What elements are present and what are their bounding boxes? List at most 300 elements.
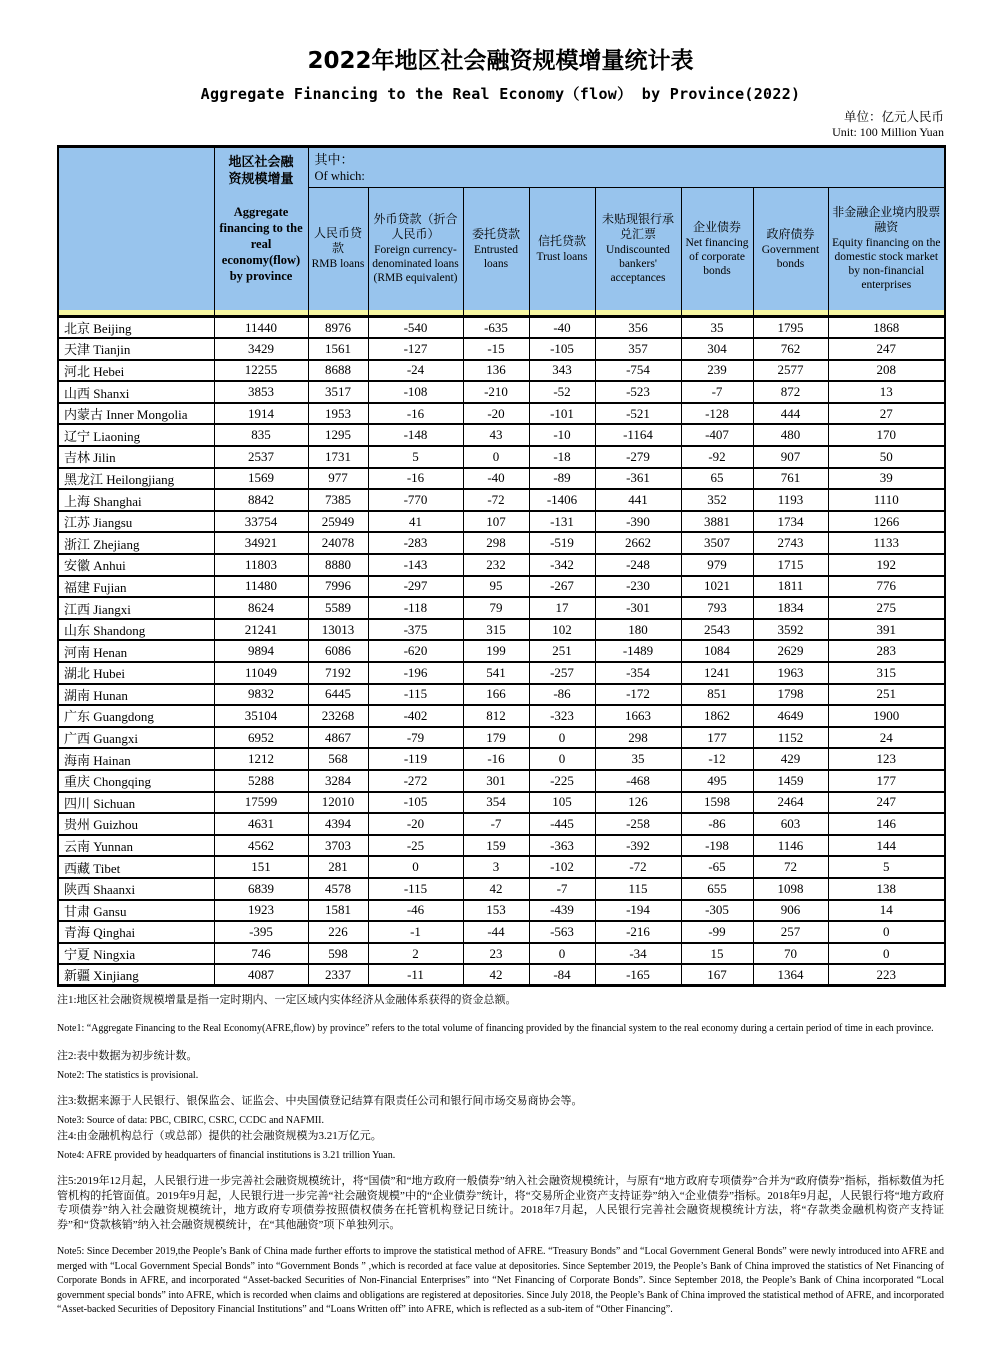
- page-title: 2022年地区社会融资规模增量统计表: [307, 48, 694, 74]
- province-cell: 海南 Hainan: [58, 748, 214, 770]
- value-cell: 298: [463, 532, 529, 554]
- column-header-cn: 非金融企业境内股票融资: [832, 205, 941, 235]
- value-cell: 1834: [753, 597, 828, 619]
- value-cell: -11: [368, 964, 463, 986]
- province-cell: 陕西 Shaanxi: [58, 878, 214, 900]
- value-cell: -46: [368, 900, 463, 922]
- note-line: Note3: Source of data: PBC, CBIRC, CSRC, CCDC and NAFMII.: [57, 1115, 324, 1127]
- value-cell: 655: [681, 878, 753, 900]
- province-cell: 上海 Shanghai: [58, 489, 214, 511]
- province-cell: 西藏 Tibet: [58, 856, 214, 878]
- value-cell: -1406: [529, 489, 595, 511]
- value-cell: 275: [828, 597, 945, 619]
- value-cell: 3853: [214, 381, 308, 403]
- value-cell: 4649: [753, 705, 828, 727]
- province-cell: 山西 Shanxi: [58, 381, 214, 403]
- value-cell: -1: [368, 921, 463, 943]
- value-cell: 65: [681, 468, 753, 490]
- value-cell: -72: [595, 856, 681, 878]
- value-cell: 115: [595, 878, 681, 900]
- value-cell: -115: [368, 878, 463, 900]
- value-cell: 247: [828, 792, 945, 814]
- value-cell: 42: [463, 878, 529, 900]
- value-cell: 1581: [308, 900, 368, 922]
- value-cell: 232: [463, 554, 529, 576]
- value-cell: 251: [529, 640, 595, 662]
- value-cell: -305: [681, 900, 753, 922]
- value-cell: 105: [529, 792, 595, 814]
- value-cell: 170: [828, 424, 945, 446]
- value-cell: 3284: [308, 770, 368, 792]
- value-cell: -24: [368, 360, 463, 382]
- note-line: Note1: “Aggregate Financing to the Real Economy(AFRE,flow) by province” refers to the total volume of financing provided by the financial system to the real economy during a certain period of time in each province.: [57, 1023, 934, 1035]
- value-cell: -15: [463, 338, 529, 360]
- value-cell: -7: [529, 878, 595, 900]
- value-cell: 33754: [214, 511, 308, 533]
- value-cell: 1900: [828, 705, 945, 727]
- value-cell: 4578: [308, 878, 368, 900]
- column-header-1: [368, 188, 463, 310]
- value-cell: 8880: [308, 554, 368, 576]
- value-cell: 851: [681, 684, 753, 706]
- province-cell: 宁夏 Ningxia: [58, 943, 214, 965]
- value-cell: 2543: [681, 619, 753, 641]
- value-cell: -18: [529, 446, 595, 468]
- value-cell: 247: [828, 338, 945, 360]
- value-cell: -101: [529, 403, 595, 425]
- value-cell: 315: [828, 662, 945, 684]
- value-cell: 4631: [214, 813, 308, 835]
- province-cell: 北京 Beijing: [58, 317, 214, 339]
- value-cell: 1798: [753, 684, 828, 706]
- value-cell: 5288: [214, 770, 308, 792]
- value-cell: 35104: [214, 705, 308, 727]
- province-cell: 青海 Qinghai: [58, 921, 214, 943]
- value-cell: -323: [529, 705, 595, 727]
- table-row: [58, 792, 945, 814]
- note-line: 注1:地区社会融资规模增量是指一定时期内、一定区域内实体经济从金融体系获得的资金总额。: [57, 994, 517, 1007]
- value-cell: 8842: [214, 489, 308, 511]
- value-cell: 34921: [214, 532, 308, 554]
- value-cell: 6839: [214, 878, 308, 900]
- value-cell: 6445: [308, 684, 368, 706]
- value-cell: 7192: [308, 662, 368, 684]
- value-cell: 179: [463, 727, 529, 749]
- value-cell: 6086: [308, 640, 368, 662]
- value-cell: 144: [828, 835, 945, 857]
- value-cell: 167: [681, 964, 753, 986]
- value-cell: 0: [529, 748, 595, 770]
- value-cell: 835: [214, 424, 308, 446]
- value-cell: 11803: [214, 554, 308, 576]
- value-cell: 283: [828, 640, 945, 662]
- value-cell: 180: [595, 619, 681, 641]
- column-header-3: [529, 188, 595, 310]
- province-cell: 辽宁 Liaoning: [58, 424, 214, 446]
- value-cell: -7: [463, 813, 529, 835]
- value-cell: -230: [595, 576, 681, 598]
- value-cell: 6952: [214, 727, 308, 749]
- column-header-4: [595, 188, 681, 310]
- value-cell: -86: [681, 813, 753, 835]
- notes-section: [57, 994, 944, 1318]
- column-header-cn: 人民币贷款: [313, 226, 362, 256]
- value-cell: -395: [214, 921, 308, 943]
- afre-header-cn: 地区社会融资规模增量: [228, 154, 294, 186]
- column-header-7: [828, 188, 945, 310]
- value-cell: 1569: [214, 468, 308, 490]
- column-header-en: RMB loans: [311, 258, 365, 271]
- province-cell: 四川 Sichuan: [58, 792, 214, 814]
- value-cell: 4087: [214, 964, 308, 986]
- page-subtitle: Aggregate Financing to the Real Economy（flow） by Province(2022): [200, 85, 801, 103]
- value-cell: 9832: [214, 684, 308, 706]
- value-cell: 1212: [214, 748, 308, 770]
- value-cell: 3881: [681, 511, 753, 533]
- value-cell: 1110: [828, 489, 945, 511]
- value-cell: 356: [595, 317, 681, 339]
- province-cell: 贵州 Guizhou: [58, 813, 214, 835]
- header-row-top: [58, 147, 945, 188]
- of-which-cell: [308, 147, 945, 188]
- value-cell: 159: [463, 835, 529, 857]
- value-cell: -620: [368, 640, 463, 662]
- value-cell: 199: [463, 640, 529, 662]
- province-cell: 湖北 Hubei: [58, 662, 214, 684]
- table-row: [58, 317, 945, 339]
- value-cell: 251: [828, 684, 945, 706]
- value-cell: -20: [368, 813, 463, 835]
- value-cell: -92: [681, 446, 753, 468]
- value-cell: -105: [368, 792, 463, 814]
- value-cell: 793: [681, 597, 753, 619]
- value-cell: 12255: [214, 360, 308, 382]
- table-row: [58, 554, 945, 576]
- value-cell: -118: [368, 597, 463, 619]
- column-header-en: Equity financing on the domestic stock market by non-financial enterprises: [832, 237, 941, 292]
- value-cell: 1734: [753, 511, 828, 533]
- value-cell: -34: [595, 943, 681, 965]
- value-cell: 50: [828, 446, 945, 468]
- value-cell: -65: [681, 856, 753, 878]
- value-cell: 7996: [308, 576, 368, 598]
- value-cell: 166: [463, 684, 529, 706]
- value-cell: 3517: [308, 381, 368, 403]
- table-row: [58, 856, 945, 878]
- value-cell: 17599: [214, 792, 308, 814]
- value-cell: 4562: [214, 835, 308, 857]
- column-header-en: Trust loans: [536, 250, 588, 263]
- province-cell: 河南 Henan: [58, 640, 214, 662]
- value-cell: 123: [828, 748, 945, 770]
- value-cell: 2537: [214, 446, 308, 468]
- value-cell: 223: [828, 964, 945, 986]
- value-cell: -127: [368, 338, 463, 360]
- value-cell: 1914: [214, 403, 308, 425]
- value-cell: -99: [681, 921, 753, 943]
- value-cell: -248: [595, 554, 681, 576]
- value-cell: 480: [753, 424, 828, 446]
- province-cell: 吉林 Jilin: [58, 446, 214, 468]
- value-cell: 11049: [214, 662, 308, 684]
- value-cell: 107: [463, 511, 529, 533]
- value-cell: 3429: [214, 338, 308, 360]
- value-cell: 177: [681, 727, 753, 749]
- value-cell: -540: [368, 317, 463, 339]
- value-cell: 1266: [828, 511, 945, 533]
- province-cell: 新疆 Xinjiang: [58, 964, 214, 986]
- value-cell: 603: [753, 813, 828, 835]
- table-row: [58, 511, 945, 533]
- value-cell: 1152: [753, 727, 828, 749]
- table-row: [58, 878, 945, 900]
- value-cell: -40: [463, 468, 529, 490]
- band-cell: [753, 310, 828, 317]
- value-cell: 1084: [681, 640, 753, 662]
- note-line: Note2: The statistics is provisional.: [57, 1070, 199, 1082]
- value-cell: 301: [463, 770, 529, 792]
- table-row: [58, 748, 945, 770]
- value-cell: 0: [463, 446, 529, 468]
- value-cell: 151: [214, 856, 308, 878]
- value-cell: -521: [595, 403, 681, 425]
- value-cell: 21241: [214, 619, 308, 641]
- separator-band-row: [58, 310, 945, 317]
- value-cell: 444: [753, 403, 828, 425]
- value-cell: 39: [828, 468, 945, 490]
- value-cell: 1459: [753, 770, 828, 792]
- value-cell: 1364: [753, 964, 828, 986]
- table-row: [58, 900, 945, 922]
- table-row: [58, 619, 945, 641]
- value-cell: 23268: [308, 705, 368, 727]
- value-cell: -172: [595, 684, 681, 706]
- value-cell: 17: [529, 597, 595, 619]
- table-row: [58, 446, 945, 468]
- column-header-cn: 信托贷款: [537, 233, 586, 248]
- value-cell: 1133: [828, 532, 945, 554]
- value-cell: 95: [463, 576, 529, 598]
- value-cell: -392: [595, 835, 681, 857]
- note-line: Note4: AFRE provided by headquarters of financial institutions is 3.21 trillion Yuan.: [57, 1150, 396, 1162]
- table-row: [58, 921, 945, 943]
- afre-column-header: [214, 147, 308, 310]
- value-cell: -198: [681, 835, 753, 857]
- value-cell: 776: [828, 576, 945, 598]
- value-cell: -210: [463, 381, 529, 403]
- value-cell: 102: [529, 619, 595, 641]
- value-cell: -468: [595, 770, 681, 792]
- value-cell: 1561: [308, 338, 368, 360]
- value-cell: -194: [595, 900, 681, 922]
- value-cell: 2464: [753, 792, 828, 814]
- value-cell: 239: [681, 360, 753, 382]
- band-cell: [368, 310, 463, 317]
- value-cell: 281: [308, 856, 368, 878]
- value-cell: -44: [463, 921, 529, 943]
- value-cell: -342: [529, 554, 595, 576]
- value-cell: 2577: [753, 360, 828, 382]
- unit-label-en: Unit: 100 Million Yuan: [832, 125, 944, 139]
- value-cell: 226: [308, 921, 368, 943]
- value-cell: 35: [681, 317, 753, 339]
- value-cell: 70: [753, 943, 828, 965]
- column-header-en: Entrusted loans: [473, 243, 519, 270]
- value-cell: 441: [595, 489, 681, 511]
- value-cell: 12010: [308, 792, 368, 814]
- table-row: [58, 468, 945, 490]
- corner-cell: [58, 147, 214, 310]
- value-cell: -16: [463, 748, 529, 770]
- province-cell: 重庆 Chongqing: [58, 770, 214, 792]
- value-cell: -754: [595, 360, 681, 382]
- note-paragraph: 注5:2019年12月起，人民银行进一步完善社会融资规模统计，将“国债”和“地方政府一般债券”纳入社会融资规模统计，与原有“地方政府专项债券”合并为“政府债券”指标，指标数值为托管机构的托管面值。2019年9月起，人民银行进一步完善“社会融资规模”中的“企业债券”统计，将“交易所企业资产支持证券”纳入“企业债券”指标。2018年9月起，人民银行将“地方政府专项债券”纳入社会融资规模统计，地方政府专项债券按照债权债务在托管机构登记日统计。2018年7月起，人民银行完善社会融资规模统计方法，将“存款类金融机构资产支持证券”和“贷款核销”纳入社会融资规模统计，在“其他融资”项下单独列示。: [57, 1175, 944, 1231]
- value-cell: 0: [529, 727, 595, 749]
- column-header-0: [308, 188, 368, 310]
- value-cell: -143: [368, 554, 463, 576]
- value-cell: -257: [529, 662, 595, 684]
- value-cell: 1868: [828, 317, 945, 339]
- value-cell: 14: [828, 900, 945, 922]
- band-cell: [595, 310, 681, 317]
- table-row: [58, 705, 945, 727]
- table-row: [58, 597, 945, 619]
- province-cell: 江苏 Jiangsu: [58, 511, 214, 533]
- value-cell: 1715: [753, 554, 828, 576]
- value-cell: -20: [463, 403, 529, 425]
- value-cell: 429: [753, 748, 828, 770]
- province-cell: 湖南 Hunan: [58, 684, 214, 706]
- value-cell: -407: [681, 424, 753, 446]
- value-cell: 257: [753, 921, 828, 943]
- value-cell: -297: [368, 576, 463, 598]
- value-cell: 208: [828, 360, 945, 382]
- value-cell: -89: [529, 468, 595, 490]
- column-header-en: Undiscounted bankers' acceptances: [606, 244, 670, 285]
- value-cell: 979: [681, 554, 753, 576]
- province-cell: 山东 Shandong: [58, 619, 214, 641]
- band-cell: [463, 310, 529, 317]
- value-cell: 4394: [308, 813, 368, 835]
- province-cell: 黑龙江 Heilongjiang: [58, 468, 214, 490]
- value-cell: 762: [753, 338, 828, 360]
- value-cell: 298: [595, 727, 681, 749]
- value-cell: -105: [529, 338, 595, 360]
- value-cell: -1489: [595, 640, 681, 662]
- value-cell: 0: [529, 943, 595, 965]
- column-header-en: Net financing of corporate bonds: [685, 236, 749, 277]
- value-cell: 598: [308, 943, 368, 965]
- value-cell: -283: [368, 532, 463, 554]
- value-cell: -131: [529, 511, 595, 533]
- table-row: [58, 835, 945, 857]
- province-cell: 天津 Tianjin: [58, 338, 214, 360]
- value-cell: -519: [529, 532, 595, 554]
- value-cell: -563: [529, 921, 595, 943]
- value-cell: -272: [368, 770, 463, 792]
- value-cell: 15: [681, 943, 753, 965]
- value-cell: -216: [595, 921, 681, 943]
- value-cell: 8688: [308, 360, 368, 382]
- table-row: [58, 576, 945, 598]
- value-cell: 304: [681, 338, 753, 360]
- value-cell: 0: [828, 943, 945, 965]
- value-cell: 42: [463, 964, 529, 986]
- value-cell: 1795: [753, 317, 828, 339]
- value-cell: 1953: [308, 403, 368, 425]
- table-row: [58, 964, 945, 986]
- value-cell: 2337: [308, 964, 368, 986]
- value-cell: 24: [828, 727, 945, 749]
- column-header-2: [463, 188, 529, 310]
- province-cell: 云南 Yunnan: [58, 835, 214, 857]
- value-cell: -128: [681, 403, 753, 425]
- value-cell: -25: [368, 835, 463, 857]
- value-cell: 2: [368, 943, 463, 965]
- band-cell: [529, 310, 595, 317]
- value-cell: 1963: [753, 662, 828, 684]
- column-header-5: [681, 188, 753, 310]
- value-cell: 136: [463, 360, 529, 382]
- value-cell: 192: [828, 554, 945, 576]
- value-cell: -301: [595, 597, 681, 619]
- province-cell: 河北 Hebei: [58, 360, 214, 382]
- value-cell: 343: [529, 360, 595, 382]
- value-cell: 25949: [308, 511, 368, 533]
- value-cell: -115: [368, 684, 463, 706]
- value-cell: 541: [463, 662, 529, 684]
- value-cell: 315: [463, 619, 529, 641]
- value-cell: -79: [368, 727, 463, 749]
- value-cell: 3592: [753, 619, 828, 641]
- table-row: [58, 770, 945, 792]
- value-cell: -402: [368, 705, 463, 727]
- value-cell: -354: [595, 662, 681, 684]
- table-row: [58, 338, 945, 360]
- value-cell: -102: [529, 856, 595, 878]
- value-cell: 1098: [753, 878, 828, 900]
- value-cell: 153: [463, 900, 529, 922]
- column-header-cn: 外币贷款（折合人民币）: [373, 212, 458, 242]
- province-cell: 广东 Guangdong: [58, 705, 214, 727]
- value-cell: 812: [463, 705, 529, 727]
- value-cell: 5: [828, 856, 945, 878]
- value-cell: 13: [828, 381, 945, 403]
- table-row: [58, 360, 945, 382]
- note-line: 注3:数据来源于人民银行、银保监会、证监会、中央国债登记结算有限责任公司和银行间市场交易商协会等。: [57, 1095, 583, 1108]
- value-cell: 9894: [214, 640, 308, 662]
- value-cell: 3: [463, 856, 529, 878]
- table-row: [58, 381, 945, 403]
- table-row: [58, 403, 945, 425]
- value-cell: 126: [595, 792, 681, 814]
- value-cell: 3703: [308, 835, 368, 857]
- value-cell: 495: [681, 770, 753, 792]
- value-cell: -258: [595, 813, 681, 835]
- value-cell: 1598: [681, 792, 753, 814]
- value-cell: 7385: [308, 489, 368, 511]
- column-header-cn: 委托贷款: [471, 226, 520, 241]
- value-cell: 907: [753, 446, 828, 468]
- band-cell: [681, 310, 753, 317]
- of-which-en: Of which:: [314, 169, 365, 183]
- value-cell: -108: [368, 381, 463, 403]
- value-cell: -196: [368, 662, 463, 684]
- value-cell: 1241: [681, 662, 753, 684]
- value-cell: 391: [828, 619, 945, 641]
- afre-header-en: Aggregate financing to the real economy(flow) by province: [219, 205, 303, 283]
- value-cell: 1193: [753, 489, 828, 511]
